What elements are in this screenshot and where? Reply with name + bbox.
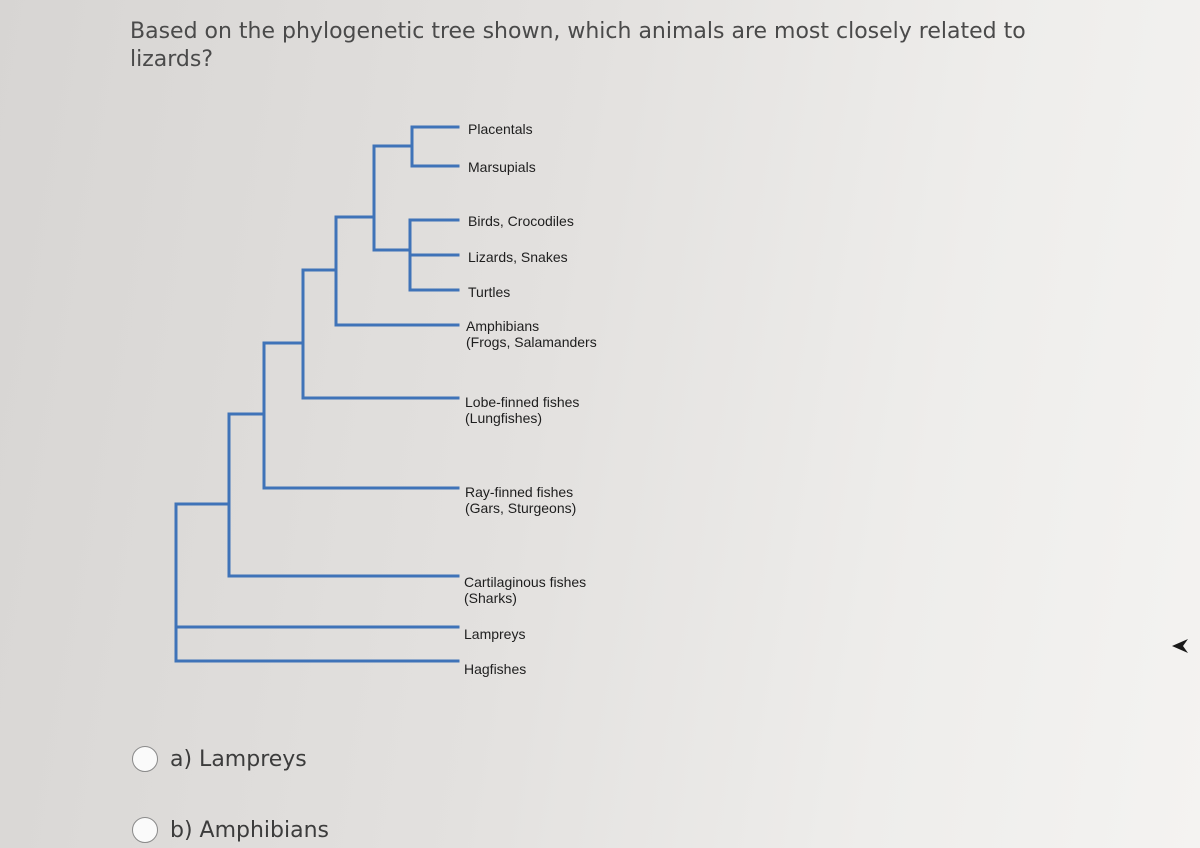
option-b[interactable] [132, 817, 329, 843]
leaf-label-cartilaginous-fishes [464, 574, 586, 606]
question-line-1: Based on the phylogenetic tree shown, which animals are most closely related to [130, 19, 1026, 44]
leaf-labels [464, 121, 597, 677]
leaf-label-line: Cartilaginous fishes [464, 574, 587, 590]
leaf-label-line: (Lungfishes) [465, 410, 543, 426]
arrow-cursor-icon [1170, 636, 1190, 656]
leaf-label-line: (Gars, Sturgeons) [465, 500, 577, 516]
leaf-label-lobe-finned-fishes [465, 394, 579, 426]
leaf-label-ray-finned-fishes [465, 484, 576, 516]
leaf-label-line: Hagfishes [464, 661, 527, 677]
leaf-label-line: (Sharks) [464, 590, 517, 606]
leaf-label-lampreys [464, 626, 525, 642]
option-b-label: b) Amphibians [170, 817, 330, 843]
option-a-label: a) Lampreys [170, 746, 307, 772]
leaf-label-line: Lizards, Snakes [468, 249, 568, 265]
radio-button-a[interactable] [132, 746, 158, 772]
leaf-label-amphibians [466, 318, 597, 350]
question-line-2: lizards? [130, 47, 214, 72]
branch-sarcopterygii [264, 343, 458, 488]
leaf-label-line: Amphibians [466, 318, 540, 334]
leaf-label-birds-crocodiles [468, 213, 574, 229]
leaf-label-line: Placentals [468, 121, 533, 137]
radio-button-b[interactable] [132, 817, 158, 843]
leaf-label-line: Turtles [468, 284, 511, 300]
leaf-label-turtles [468, 284, 510, 300]
leaf-label-line: Lobe-finned fishes [465, 394, 580, 410]
leaf-label-lizards-snakes [468, 249, 568, 265]
leaf-label-line: (Frogs, Salamanders [466, 334, 597, 350]
tree-branches [176, 127, 458, 661]
branch-root [176, 566, 458, 661]
leaf-label-line: Birds, Crocodiles [468, 213, 574, 229]
option-a[interactable] [132, 746, 307, 772]
leaf-label-marsupials [468, 159, 536, 175]
leaf-label-placentals [468, 121, 533, 137]
leaf-label-line: Lampreys [464, 626, 526, 642]
leaf-label-hagfishes [464, 661, 526, 677]
branch-gnathostomes [176, 504, 458, 627]
branch-reptiles [374, 220, 458, 290]
leaf-label-line: Marsupials [468, 159, 536, 175]
branch-mammals [374, 127, 458, 217]
leaf-label-line: Ray-finned fishes [465, 484, 574, 500]
